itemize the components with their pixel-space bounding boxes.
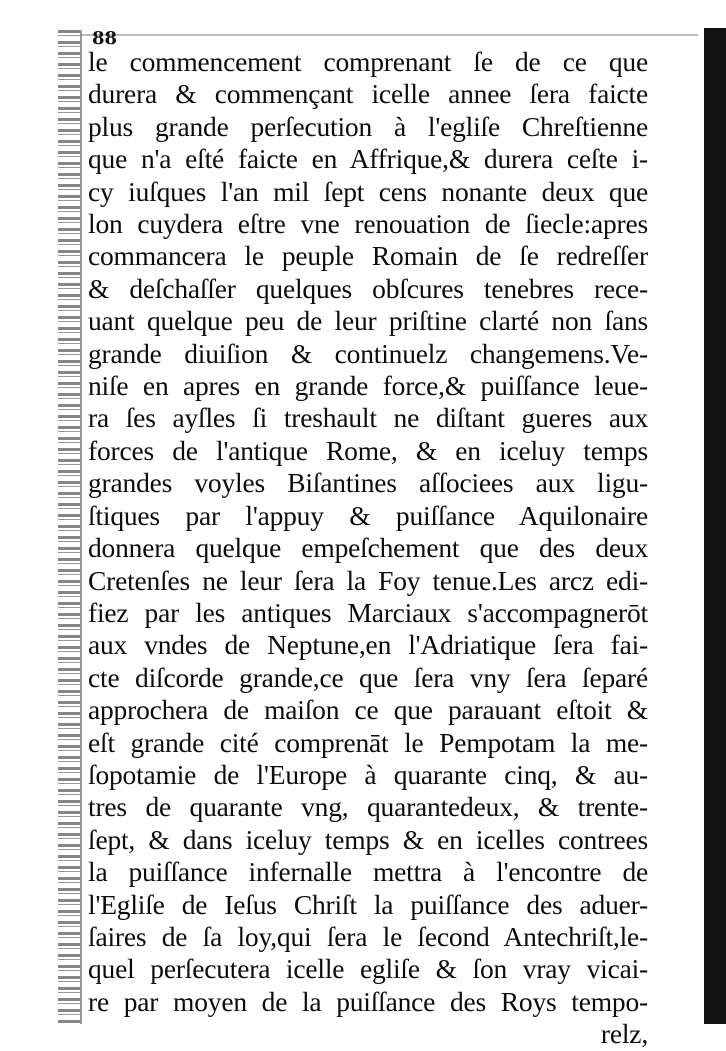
text-line: durera & commençant icelle annee ſera faicte <box>88 78 648 110</box>
text-line: fiez par les antiques Marciaux s'accompagnerōt <box>88 596 648 628</box>
text-line: Cretenſes ne leur ſera la Foy tenue.Les arcz edi- <box>88 564 648 596</box>
text-line: uant quelque peu de leur priſtine clarté non ſans <box>88 305 648 337</box>
text-line: ſaires de ſa loy,qui ſera le ſecond Antechriſt,le- <box>88 920 648 952</box>
text-line: ſept, & dans iceluy temps & en icelles contrees <box>88 823 648 855</box>
text-line: donnera quelque empeſchement que des deux <box>88 532 648 564</box>
text-line: lon cuydera eſtre vne renouation de ſiecle:apres <box>88 208 648 240</box>
text-line: approchera de maiſon ce que parauant eſtoit & <box>88 694 648 726</box>
binding-line <box>80 30 82 1024</box>
text-line: que n'a eſté faicte en Affrique,& durera ceſte i- <box>88 143 648 175</box>
text-line: re par moyen de la puiſſance des Roys tempo- <box>88 985 648 1017</box>
top-rule <box>80 34 704 36</box>
body-text <box>88 46 648 1051</box>
binding-edge <box>58 30 80 1024</box>
page-number: 88 <box>92 28 118 49</box>
facing-page-edge <box>704 28 726 1024</box>
text-line: quel perſecutera icelle egliſe & ſon vray vicai- <box>88 953 648 985</box>
text-line: niſe en apres en grande force,& puiſſance leue- <box>88 370 648 402</box>
text-line: cy iuſques l'an mil ſept cens nonante deux que <box>88 175 648 207</box>
text-line: commancera le peuple Romain de ſe redreſſer <box>88 240 648 272</box>
text-line: grande diuiſion & continuelz changemens.Ve- <box>88 337 648 369</box>
text-line: ſtiques par l'appuy & puiſſance Aquilonaire <box>88 499 648 531</box>
text-line: aux vndes de Neptune,en l'Adriatique ſera fai- <box>88 629 648 661</box>
text-line: ra ſes ayſles ſi treshault ne diſtant gueres aux <box>88 402 648 434</box>
text-line: grandes voyles Biſantines aſſociees aux ligu- <box>88 467 648 499</box>
text-line: plus grande perſecution à l'egliſe Chreſtienne <box>88 110 648 142</box>
text-line: ſopotamie de l'Europe à quarante cinq, & au- <box>88 758 648 790</box>
text-line: l'Egliſe de Ieſus Chriſt la puiſſance des aduer- <box>88 888 648 920</box>
text-line: la puiſſance infernalle mettra à l'encontre de <box>88 856 648 888</box>
text-line: tres de quarante vng, quarantedeux, & trente- <box>88 791 648 823</box>
text-line: eſt grande cité comprenāt le Pempotam la me- <box>88 726 648 758</box>
text-line: forces de l'antique Rome, & en iceluy temps <box>88 434 648 466</box>
text-line: le commencement comprenant ſe de ce que <box>88 46 648 77</box>
text-line: cte diſcorde grande,ce que ſera vny ſera ſeparé <box>88 661 648 693</box>
text-line: & deſchaſſer quelques obſcures tenebres rece- <box>88 272 648 304</box>
catchword: relz, <box>600 1018 648 1050</box>
